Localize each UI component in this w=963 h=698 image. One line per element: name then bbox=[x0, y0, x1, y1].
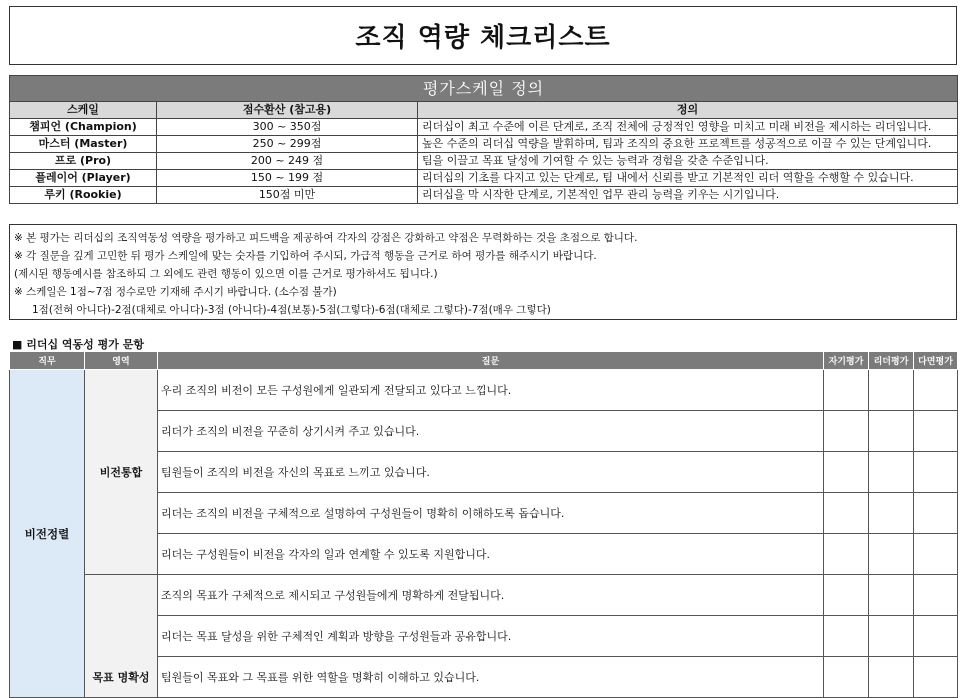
scale-row bbox=[10, 136, 958, 153]
instruction-line: ※ 본 평가는 리더십의 조직역동성 역량을 평가하고 피드백을 제공하여 각자의 강점은 강화하고 약점은 무력화하는 것을 초점으로 합니다. bbox=[14, 232, 638, 244]
scale-legend-line: 1점(전혀 아니다)-2점(대체로 아니다)-3점 (아니다)-4점(보통)-5점(그렇다)-6점(대체로 그렇다)-7점(매우 그렇다) bbox=[32, 304, 551, 316]
question-row bbox=[10, 370, 958, 411]
scale-definition: 팀을 이끌고 목표 달성에 기여할 수 있는 능력과 경험을 갖춘 수준입니다. bbox=[418, 153, 958, 170]
self-eval-cell[interactable] bbox=[824, 370, 869, 411]
question-text: 리더는 조직의 비전을 구체적으로 설명하여 구성원들이 명확히 이해하도록 돕습니다. bbox=[158, 493, 824, 534]
question-table bbox=[9, 351, 958, 698]
scale-row bbox=[10, 153, 958, 170]
leader-eval-cell[interactable] bbox=[869, 493, 914, 534]
multi-eval-cell[interactable] bbox=[914, 534, 958, 575]
leader-eval-cell[interactable] bbox=[869, 534, 914, 575]
question-text: 리더는 목표 달성을 위한 구체적인 계획과 방향을 구성원들과 공유합니다. bbox=[158, 616, 824, 657]
multi-eval-cell[interactable] bbox=[914, 575, 958, 616]
scale-definition-table bbox=[9, 75, 958, 204]
scale-row bbox=[10, 187, 958, 204]
self-eval-cell[interactable] bbox=[824, 411, 869, 452]
instructions-box bbox=[9, 224, 957, 320]
area-cell: 목표 명확성 bbox=[85, 575, 158, 698]
scale-name: 플레이어 (Player) bbox=[10, 170, 157, 187]
question-text: 우리 조직의 비전이 모든 구성원에게 일관되게 전달되고 있다고 느낍니다. bbox=[158, 370, 824, 411]
leader-eval-cell[interactable] bbox=[869, 657, 914, 698]
header-question: 질문 bbox=[158, 352, 824, 370]
scale-range: 150 ~ 199 점 bbox=[157, 170, 418, 187]
scale-range: 150점 미만 bbox=[157, 187, 418, 204]
self-eval-cell[interactable] bbox=[824, 493, 869, 534]
instruction-line: ※ 스케일은 1점~7점 정수로만 기재해 주시기 바랍니다. (소수점 불가) bbox=[14, 286, 337, 298]
leader-eval-cell[interactable] bbox=[869, 370, 914, 411]
multi-eval-cell[interactable] bbox=[914, 657, 958, 698]
header-job: 직무 bbox=[10, 352, 85, 370]
self-eval-cell[interactable] bbox=[824, 657, 869, 698]
scale-name: 프로 (Pro) bbox=[10, 153, 157, 170]
scale-definition: 리더십의 기초를 다지고 있는 단계로, 팀 내에서 신뢰를 받고 기본적인 리더 역할을 수행할 수 있습니다. bbox=[418, 170, 958, 187]
section-title: ■ 리더십 역동성 평가 문항 bbox=[12, 338, 144, 351]
multi-eval-cell[interactable] bbox=[914, 616, 958, 657]
header-area: 영역 bbox=[85, 352, 158, 370]
leader-eval-cell[interactable] bbox=[869, 452, 914, 493]
leader-eval-cell[interactable] bbox=[869, 616, 914, 657]
leader-eval-cell[interactable] bbox=[869, 411, 914, 452]
instruction-line: ※ 각 질문을 깊게 고민한 뒤 평가 스케일에 맞는 숫자를 기입하여 주시되, 가급적 행동을 근거로 하여 평가를 해주시기 바랍니다. bbox=[14, 250, 597, 262]
scale-name: 챔피언 (Champion) bbox=[10, 119, 157, 136]
self-eval-cell[interactable] bbox=[824, 534, 869, 575]
scale-header-scale: 스케일 bbox=[10, 102, 157, 119]
multi-eval-cell[interactable] bbox=[914, 452, 958, 493]
multi-eval-cell[interactable] bbox=[914, 493, 958, 534]
scale-name: 마스터 (Master) bbox=[10, 136, 157, 153]
multi-eval-cell[interactable] bbox=[914, 411, 958, 452]
question-text: 팀원들이 조직의 비전을 자신의 목표로 느끼고 있습니다. bbox=[158, 452, 824, 493]
scale-header-definition: 정의 bbox=[418, 102, 958, 119]
scale-range: 250 ~ 299점 bbox=[157, 136, 418, 153]
question-text: 조직의 목표가 구체적으로 제시되고 구성원들에게 명확하게 전달됩니다. bbox=[158, 575, 824, 616]
scale-row bbox=[10, 119, 958, 136]
header-multi-eval: 다면평가 bbox=[914, 352, 958, 370]
self-eval-cell[interactable] bbox=[824, 616, 869, 657]
scale-header-score: 점수환산 (참고용) bbox=[157, 102, 418, 119]
scale-definition: 높은 수준의 리더십 역량을 발휘하며, 팀과 조직의 중요한 프로젝트를 성공적으로 이끌 수 있는 단계입니다. bbox=[418, 136, 958, 153]
question-text: 팀원들이 목표와 그 목표를 위한 역할을 명확히 이해하고 있습니다. bbox=[158, 657, 824, 698]
header-self-eval: 자기평가 bbox=[824, 352, 869, 370]
self-eval-cell[interactable] bbox=[824, 452, 869, 493]
scale-row bbox=[10, 170, 958, 187]
scale-band-title: 평가스케일 정의 bbox=[10, 76, 958, 102]
leader-eval-cell[interactable] bbox=[869, 575, 914, 616]
instruction-line: (제시된 행동예시를 참조하되 그 외에도 관련 행동이 있으면 이를 근거로 평가하셔도 됩니다.) bbox=[14, 268, 438, 280]
multi-eval-cell[interactable] bbox=[914, 370, 958, 411]
scale-definition: 리더십을 막 시작한 단계로, 기본적인 업무 관리 능력을 키우는 시기입니다. bbox=[418, 187, 958, 204]
scale-range: 300 ~ 350점 bbox=[157, 119, 418, 136]
scale-name: 루키 (Rookie) bbox=[10, 187, 157, 204]
question-row bbox=[10, 575, 958, 616]
question-text: 리더는 구성원들이 비전을 각자의 일과 연계할 수 있도록 지원합니다. bbox=[158, 534, 824, 575]
scale-range: 200 ~ 249 점 bbox=[157, 153, 418, 170]
page-title: 조직 역량 체크리스트 bbox=[9, 6, 957, 65]
scale-definition: 리더십이 최고 수준에 이른 단계로, 조직 전체에 긍정적인 영향을 미치고 미래 비전을 제시하는 리더입니다. bbox=[418, 119, 958, 136]
header-leader-eval: 리더평가 bbox=[869, 352, 914, 370]
question-text: 리더가 조직의 비전을 꾸준히 상기시켜 주고 있습니다. bbox=[158, 411, 824, 452]
domain-cell: 비전정렬 bbox=[10, 370, 85, 698]
self-eval-cell[interactable] bbox=[824, 575, 869, 616]
area-cell: 비전통합 bbox=[85, 370, 158, 575]
